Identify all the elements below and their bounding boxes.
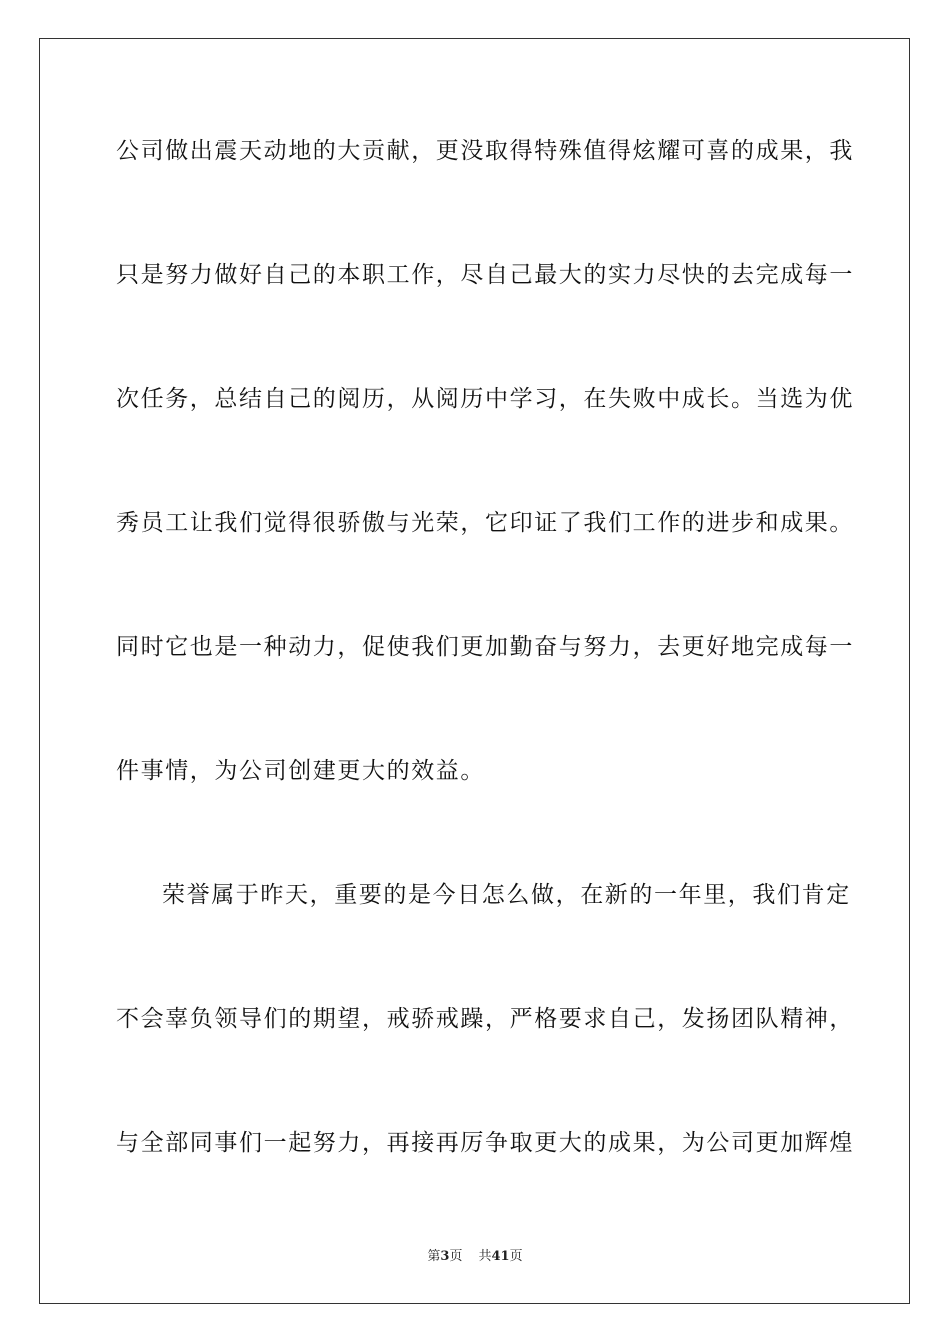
- body-text-line-3: 次任务，总结自己的阅历，从阅历中学习，在失败中成长。当选为优: [116, 386, 854, 412]
- page-frame: [39, 38, 910, 1304]
- total-suffix: 页: [509, 1249, 523, 1264]
- page-footer: [0, 1248, 950, 1266]
- body-text-line-5: 同时它也是一种动力，促使我们更加勤奋与努力，去更好地完成每一: [116, 634, 854, 660]
- page-prefix: 第: [427, 1249, 441, 1264]
- body-text-line-4: 秀员工让我们觉得很骄傲与光荣，它印证了我们工作的进步和成果。: [116, 510, 854, 536]
- page-number: 3: [440, 1249, 450, 1264]
- total-prefix: 共: [478, 1249, 492, 1264]
- page-suffix: 页: [449, 1249, 463, 1264]
- body-text-line-6: 件事情，为公司创建更大的效益。: [116, 758, 485, 784]
- body-text-line-2: 只是努力做好自己的本职工作，尽自己最大的实力尽快的去完成每一: [116, 262, 854, 288]
- total-pages: 41: [491, 1249, 510, 1264]
- paragraph-2-line-1: 荣誉属于昨天，重要的是今日怎么做，在新的一年里，我们肯定: [162, 882, 851, 908]
- paragraph-2-line-3: 与全部同事们一起努力，再接再厉争取更大的成果，为公司更加辉煌: [116, 1130, 854, 1156]
- body-text-line-1: 公司做出震天动地的大贡献，更没取得特殊值得炫耀可喜的成果，我: [116, 138, 854, 164]
- paragraph-2-line-2: 不会辜负领导们的期望，戒骄戒躁，严格要求自己，发扬团队精神，: [116, 1006, 854, 1032]
